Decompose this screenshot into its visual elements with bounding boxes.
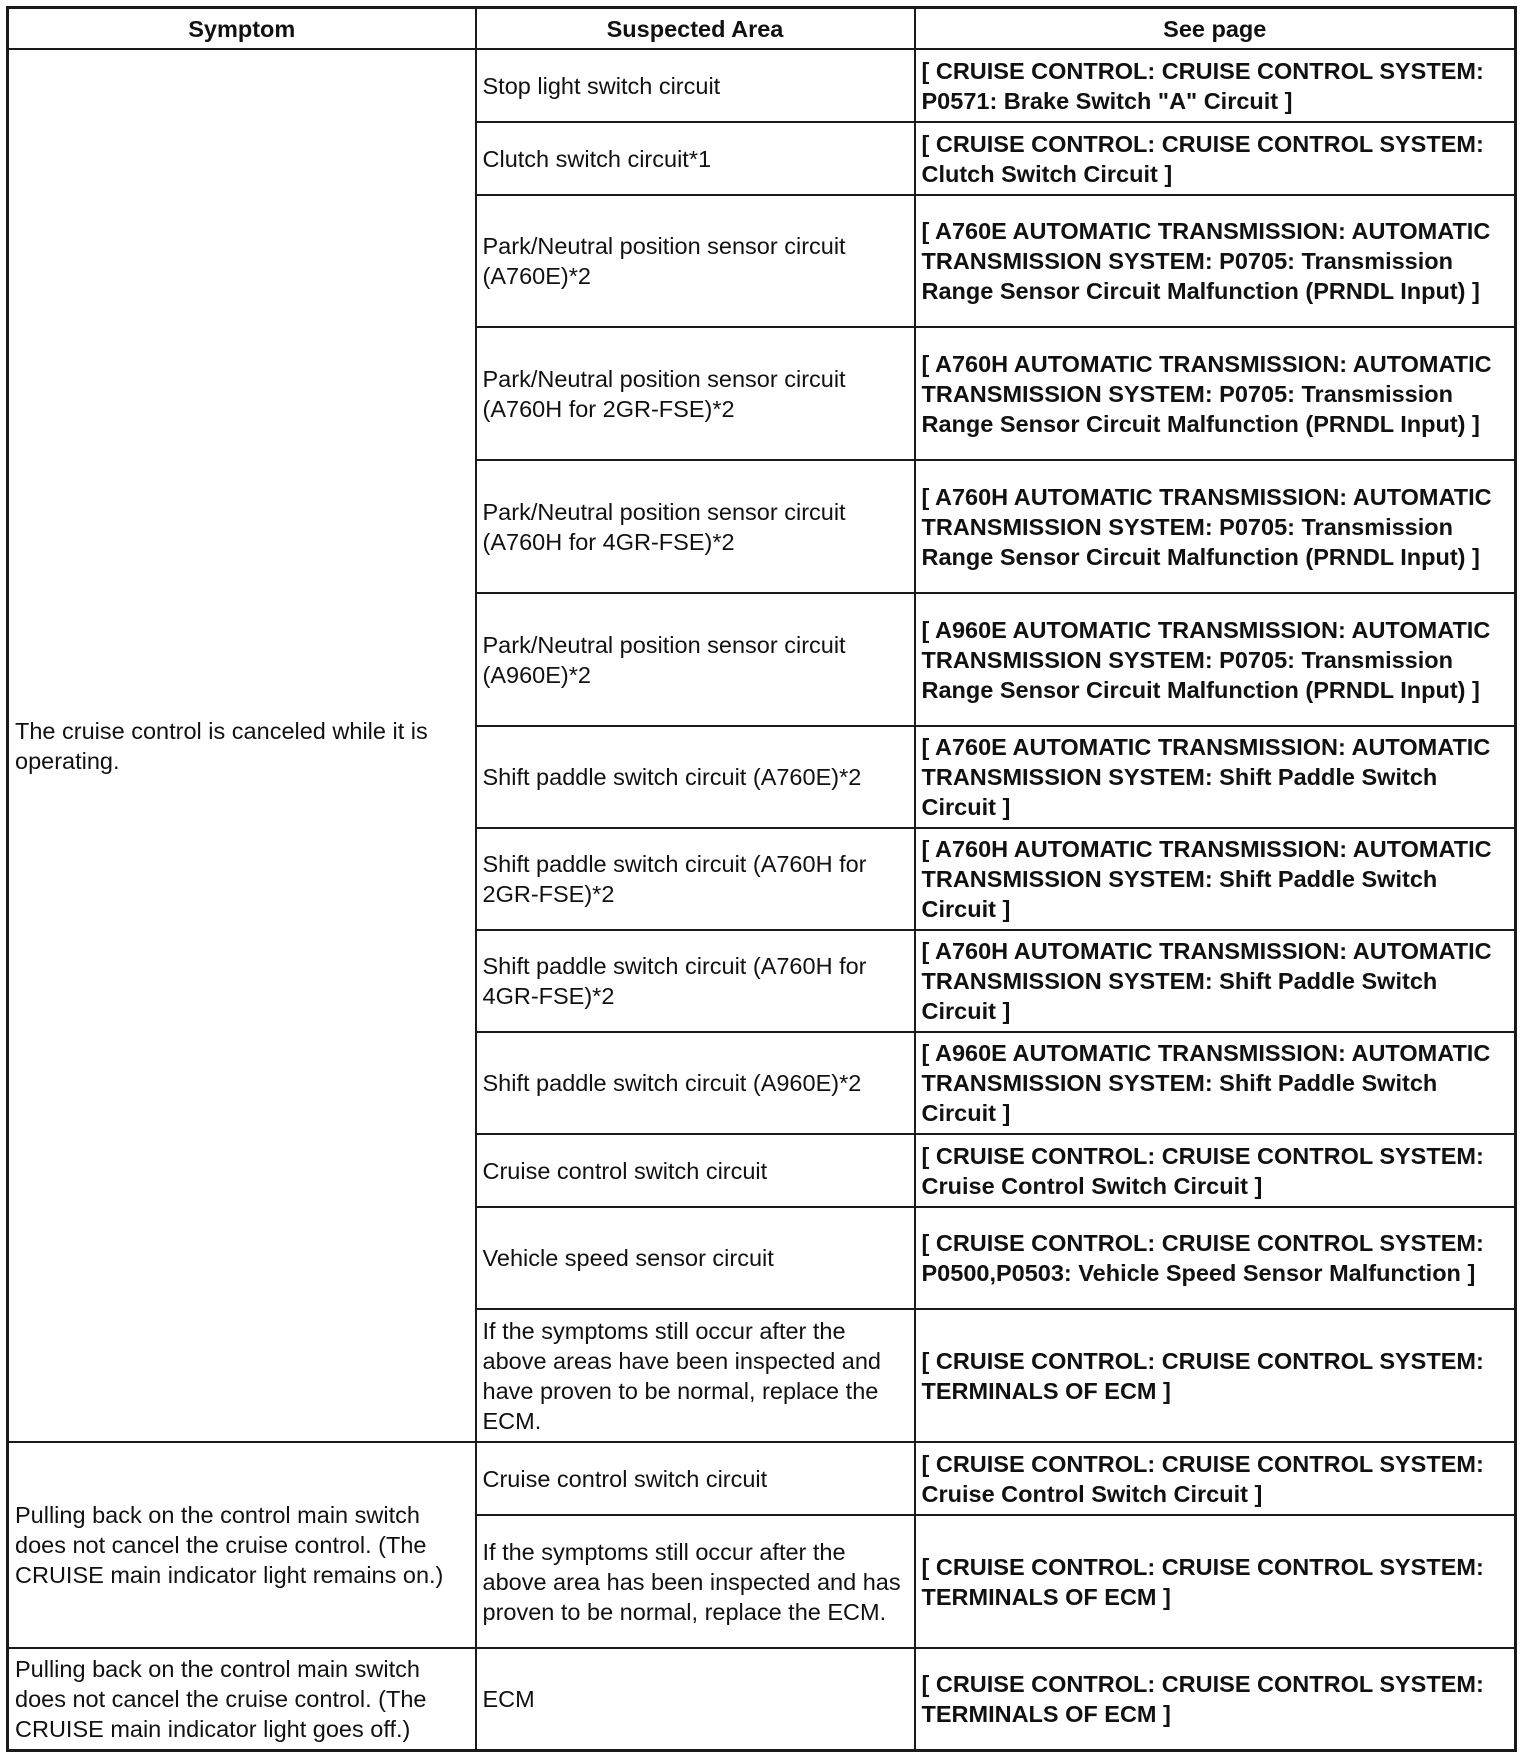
suspected-area-cell: Park/Neutral position sensor circuit (A760H for 4GR-FSE)*2	[476, 460, 915, 593]
suspected-area-cell: If the symptoms still occur after the above areas have been inspected and have proven to be normal, replace the ECM.	[476, 1309, 915, 1442]
suspected-area-cell: Cruise control switch circuit	[476, 1442, 915, 1515]
see-page-cell: [ A960E AUTOMATIC TRANSMISSION: AUTOMATIC TRANSMISSION SYSTEM: P0705: Transmission Range Sensor Circuit Malfunction (PRNDL Input) ]	[915, 593, 1516, 726]
suspected-area-cell: Cruise control switch circuit	[476, 1134, 915, 1207]
see-page-cell: [ A760E AUTOMATIC TRANSMISSION: AUTOMATIC TRANSMISSION SYSTEM: P0705: Transmission Range Sensor Circuit Malfunction (PRNDL Input) ]	[915, 195, 1516, 327]
suspected-area-cell: Shift paddle switch circuit (A760H for 4GR-FSE)*2	[476, 930, 915, 1032]
suspected-area-cell: Shift paddle switch circuit (A960E)*2	[476, 1032, 915, 1134]
suspected-area-cell: Vehicle speed sensor circuit	[476, 1207, 915, 1309]
troubleshooting-table	[6, 6, 1517, 1752]
symptom-cell: The cruise control is canceled while it is operating.	[8, 49, 476, 1442]
table-row	[8, 1648, 1516, 1750]
suspected-area-cell: ECM	[476, 1648, 915, 1750]
symptom-cell: Pulling back on the control main switch does not cancel the cruise control. (The CRUISE main indicator light remains on.)	[8, 1442, 476, 1648]
table-row	[8, 49, 1516, 122]
see-page-cell: [ CRUISE CONTROL: CRUISE CONTROL SYSTEM: Cruise Control Switch Circuit ]	[915, 1134, 1516, 1207]
table-row	[8, 1442, 1516, 1515]
suspected-area-cell: Park/Neutral position sensor circuit (A760H for 2GR-FSE)*2	[476, 327, 915, 460]
see-page-cell: [ A960E AUTOMATIC TRANSMISSION: AUTOMATIC TRANSMISSION SYSTEM: Shift Paddle Switch Circuit ]	[915, 1032, 1516, 1134]
see-page-cell: [ CRUISE CONTROL: CRUISE CONTROL SYSTEM: TERMINALS OF ECM ]	[915, 1648, 1516, 1750]
see-page-cell: [ A760H AUTOMATIC TRANSMISSION: AUTOMATIC TRANSMISSION SYSTEM: P0705: Transmission Range Sensor Circuit Malfunction (PRNDL Input) ]	[915, 327, 1516, 460]
see-page-cell: [ A760H AUTOMATIC TRANSMISSION: AUTOMATIC TRANSMISSION SYSTEM: Shift Paddle Switch Circuit ]	[915, 930, 1516, 1032]
see-page-cell: [ CRUISE CONTROL: CRUISE CONTROL SYSTEM: TERMINALS OF ECM ]	[915, 1309, 1516, 1442]
header-suspected-area: Suspected Area	[476, 8, 915, 50]
see-page-cell: [ A760E AUTOMATIC TRANSMISSION: AUTOMATIC TRANSMISSION SYSTEM: Shift Paddle Switch Circuit ]	[915, 726, 1516, 828]
see-page-cell: [ CRUISE CONTROL: CRUISE CONTROL SYSTEM: P0571: Brake Switch "A" Circuit ]	[915, 49, 1516, 122]
suspected-area-cell: Park/Neutral position sensor circuit (A760E)*2	[476, 195, 915, 327]
suspected-area-cell: Clutch switch circuit*1	[476, 122, 915, 195]
see-page-cell: [ CRUISE CONTROL: CRUISE CONTROL SYSTEM: Clutch Switch Circuit ]	[915, 122, 1516, 195]
header-symptom: Symptom	[8, 8, 476, 50]
symptom-cell: Pulling back on the control main switch does not cancel the cruise control. (The CRUISE main indicator light goes off.)	[8, 1648, 476, 1750]
suspected-area-cell: Park/Neutral position sensor circuit (A960E)*2	[476, 593, 915, 726]
see-page-cell: [ A760H AUTOMATIC TRANSMISSION: AUTOMATIC TRANSMISSION SYSTEM: P0705: Transmission Range Sensor Circuit Malfunction (PRNDL Input) ]	[915, 460, 1516, 593]
see-page-cell: [ CRUISE CONTROL: CRUISE CONTROL SYSTEM: P0500,P0503: Vehicle Speed Sensor Malfunction ]	[915, 1207, 1516, 1309]
see-page-cell: [ CRUISE CONTROL: CRUISE CONTROL SYSTEM: Cruise Control Switch Circuit ]	[915, 1442, 1516, 1515]
suspected-area-cell: Shift paddle switch circuit (A760H for 2GR-FSE)*2	[476, 828, 915, 930]
see-page-cell: [ CRUISE CONTROL: CRUISE CONTROL SYSTEM: TERMINALS OF ECM ]	[915, 1515, 1516, 1648]
see-page-cell: [ A760H AUTOMATIC TRANSMISSION: AUTOMATIC TRANSMISSION SYSTEM: Shift Paddle Switch Circuit ]	[915, 828, 1516, 930]
suspected-area-cell: Stop light switch circuit	[476, 49, 915, 122]
header-see-page: See page	[915, 8, 1516, 50]
suspected-area-cell: If the symptoms still occur after the above area has been inspected and has proven to be normal, replace the ECM.	[476, 1515, 915, 1648]
suspected-area-cell: Shift paddle switch circuit (A760E)*2	[476, 726, 915, 828]
header-row	[8, 8, 1516, 50]
